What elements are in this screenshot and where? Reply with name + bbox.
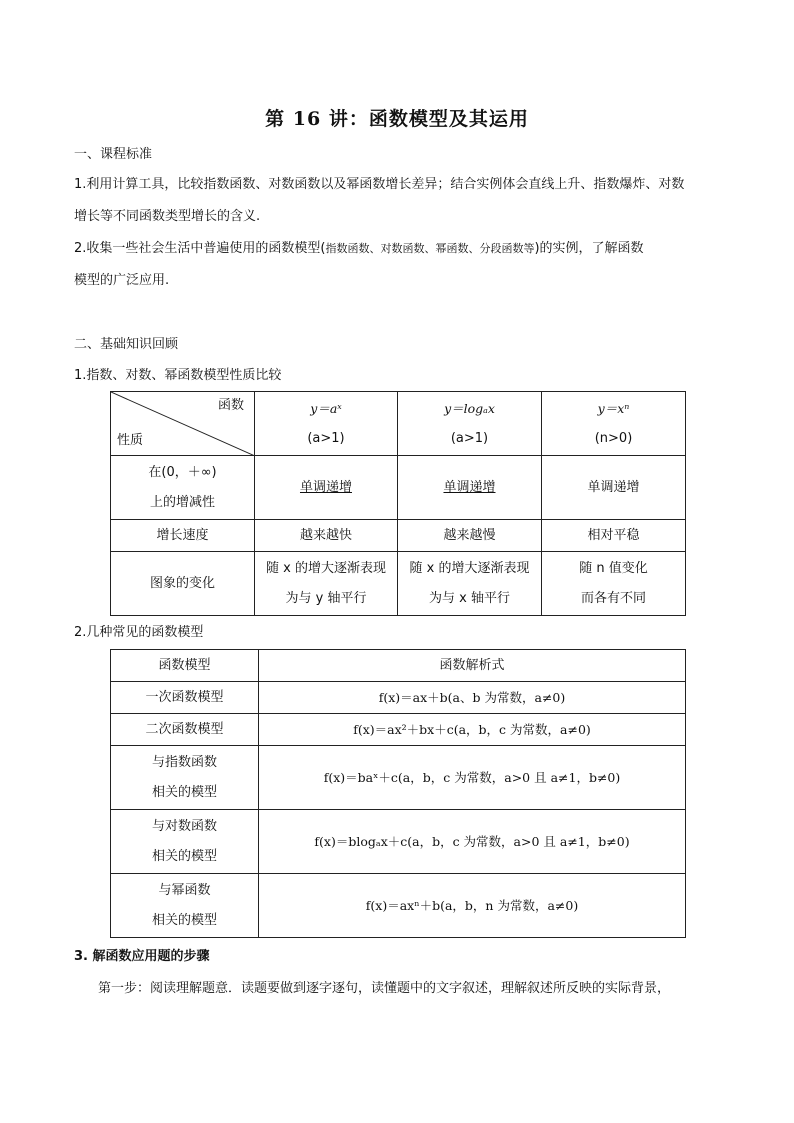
cell-monotonic-pow: 单调递增 — [542, 456, 686, 520]
subheading-models: 2.几种常见的函数模型 — [74, 625, 204, 640]
section-heading-curriculum: 一、课程标准 — [74, 147, 153, 162]
model-formula: f(x)＝ax＋b(a、b 为常数，a≠0) — [259, 682, 686, 714]
standard-2-text-a: 2.收集一些社会生活中普遍使用的函数模型( — [74, 241, 326, 256]
table-corner-cell — [111, 392, 255, 456]
model-formula: f(x)＝blogₐx＋c(a，b，c 为常数，a>0 且 a≠1，b≠0) — [259, 810, 686, 874]
standard-2-text-b: 指数函数、对数函数、幂函数、分段函数等 — [325, 242, 535, 255]
model-name: 二次函数模型 — [111, 714, 259, 746]
subheading-steps: 3. 解函数应用题的步骤 — [74, 949, 210, 964]
standard-2-line-2: 模型的广泛应用. — [74, 273, 170, 288]
cell-growth-pow: 相对平稳 — [542, 520, 686, 552]
corner-property-label: 性质 — [117, 433, 144, 448]
models-table — [110, 649, 686, 938]
subheading-comparison: 1.指数、对数、幂函数模型性质比较 — [74, 368, 282, 383]
cell-graph-exp: 随 x 的增大逐渐表现 为与 y 轴平行 — [255, 552, 398, 616]
standard-1-line-1: 1.利用计算工具，比较指数函数、对数函数以及幂函数增长差异；结合实例体会直线上升、指数爆炸、对数 — [74, 177, 685, 192]
model-name: 与对数函数 相关的模型 — [111, 810, 259, 874]
model-formula: f(x)＝ax²＋bx＋c(a，b，c 为常数，a≠0) — [259, 714, 686, 746]
model-name: 与指数函数 相关的模型 — [111, 746, 259, 810]
section-heading-basics: 二、基础知识回顾 — [74, 337, 179, 352]
cell-graph-log: 随 x 的增大逐渐表现 为与 x 轴平行 — [398, 552, 542, 616]
table-row — [111, 456, 686, 520]
cell-graph-pow: 随 n 值变化 而各有不同 — [542, 552, 686, 616]
row-label-graph: 图象的变化 — [111, 552, 255, 616]
standard-2-text-c: )的实例，了解函数 — [534, 241, 644, 256]
header-model: 函数模型 — [111, 650, 259, 682]
table-row — [111, 810, 686, 874]
table-row — [111, 874, 686, 938]
page-title: 第 16 讲：函数模型及其运用 — [265, 108, 529, 130]
table-row — [111, 746, 686, 810]
standard-1-line-2: 增长等不同函数类型增长的含义. — [74, 209, 261, 224]
step-1-text: 第一步：阅读理解题意．读题要做到逐字逐句，读懂题中的文字叙述，理解叙述所反映的实际背景， — [98, 981, 671, 996]
header-formula: 函数解析式 — [259, 650, 686, 682]
table-row — [111, 714, 686, 746]
row-label-growth: 增长速度 — [111, 520, 255, 552]
model-name: 一次函数模型 — [111, 682, 259, 714]
cell-monotonic-log: 单调递增 — [398, 456, 542, 520]
cell-growth-exp: 越来越快 — [255, 520, 398, 552]
model-formula: f(x)＝baˣ＋c(a，b，c 为常数，a>0 且 a≠1，b≠0) — [259, 746, 686, 810]
header-logarithmic: y＝logₐx (a>1) — [398, 392, 542, 456]
header-power: y＝xⁿ (n>0) — [542, 392, 686, 456]
standard-2-line-1 — [74, 240, 644, 258]
corner-function-label: 函数 — [217, 398, 244, 413]
cell-monotonic-exp: 单调递增 — [255, 456, 398, 520]
model-name: 与幂函数 相关的模型 — [111, 874, 259, 938]
cell-growth-log: 越来越慢 — [398, 520, 542, 552]
table-row — [111, 520, 686, 552]
model-formula: f(x)＝axⁿ＋b(a，b，n 为常数，a≠0) — [259, 874, 686, 938]
header-exponential: y＝aˣ (a>1) — [255, 392, 398, 456]
table-row — [111, 552, 686, 616]
table-row — [111, 682, 686, 714]
row-label-monotonicity: 在(0，＋∞) 上的增减性 — [111, 456, 255, 520]
comparison-table — [110, 391, 686, 616]
